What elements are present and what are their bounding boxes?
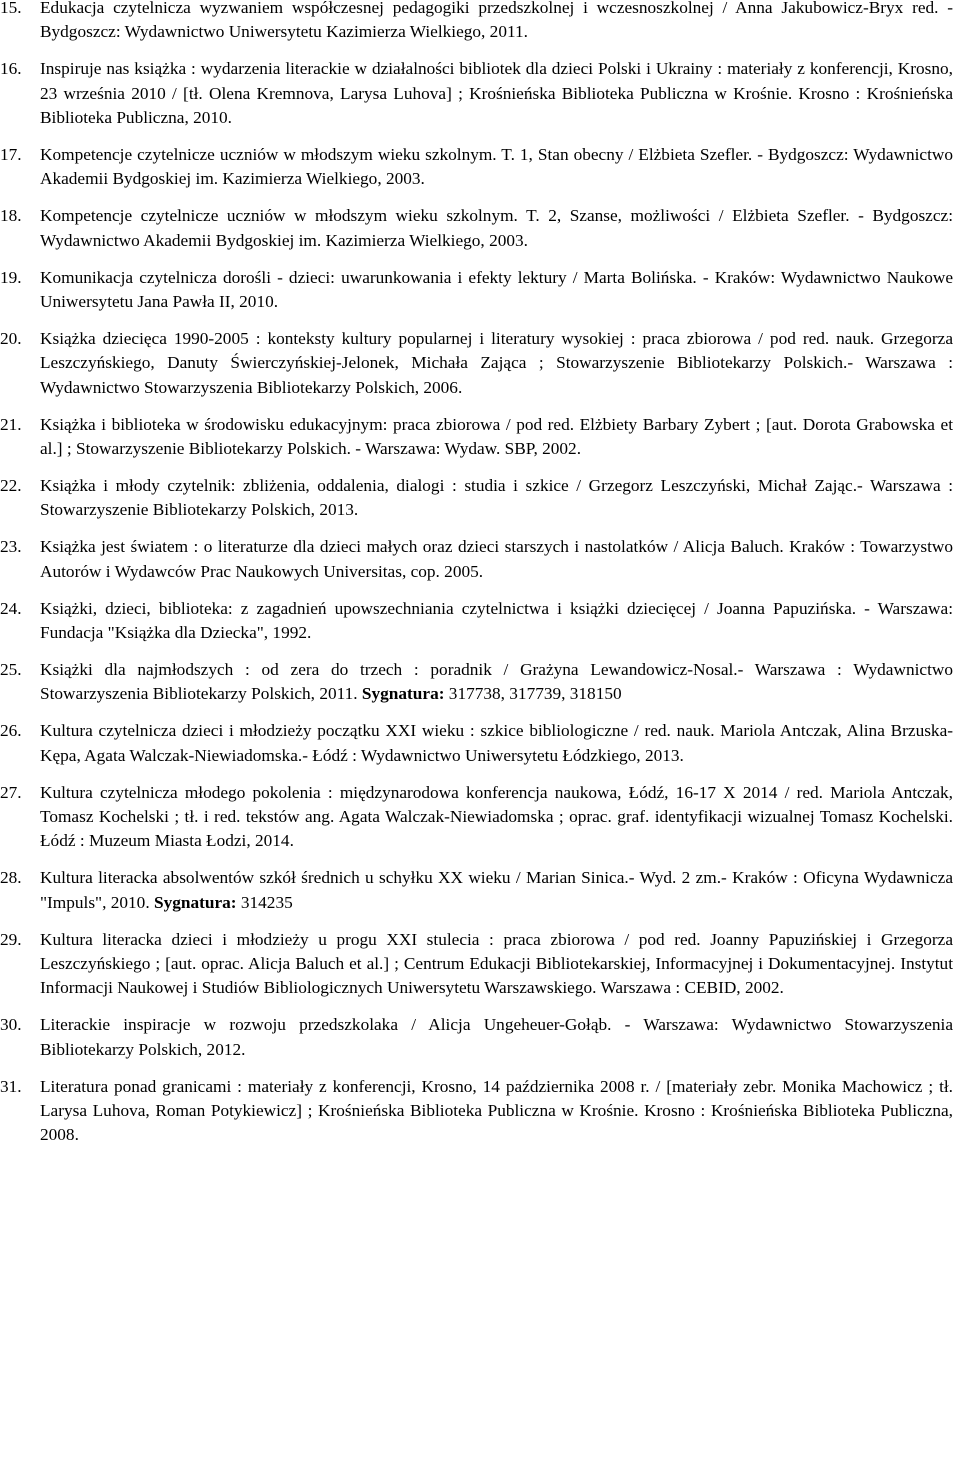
- entry-text: [40, 658, 953, 707]
- entry-citation: Kultura literacka absolwentów szkół średnich u schyłku XX wieku / Marian Sinica.- Wyd. 2 zm.- Kraków : Oficyna Wydawnicza "Impuls", 2010.: [40, 868, 953, 912]
- list-item: [0, 204, 953, 253]
- entry-number: 22.: [0, 476, 22, 495]
- entry-text: Książka jest światem : o literaturze dla dzieci małych oraz dzieci starszych i nastolatków / Alicja Baluch. Kraków : Towarzystwo Autorów i Wydawców Prac Naukowych Universitas, cop. 2005.: [40, 537, 953, 581]
- list-item: [0, 0, 953, 45]
- entry-text: Kultura czytelnicza dzieci i młodzieży początku XXI wieku : szkice bibliologiczne / red. nauk. Mariola Antczak, Alina Brzuska-Kępa, Agata Walczak-Niewiadomska.- Łódź : Wydawnictwo Uniwersytetu Łódzkiego, 2013.: [40, 721, 953, 765]
- entry-text: Literatura ponad granicami : materiały z konferencji, Krosno, 14 października 2008 r. / [materiały zebr. Monika Machowicz ; tł. Larysa Luhova, Roman Potykiewicz] ; Krośnieńska Biblioteka Publiczna w Krośnie. Krosno : Krośnieńska Biblioteka Publiczna, 2008.: [40, 1076, 953, 1145]
- list-item: [0, 474, 953, 523]
- entry-number: 19.: [0, 267, 22, 287]
- list-item: [0, 413, 953, 462]
- signature-value: 314235: [240, 892, 293, 912]
- signature-label: Sygnatura:: [153, 892, 237, 912]
- list-item: [0, 597, 953, 646]
- entry-number: 25.: [0, 659, 22, 679]
- entry-citation: Książki dla najmłodszych : od zera do trzech : poradnik / Grażyna Lewandowicz-Nosal.- Warszawa : Wydawnictwo Stowarzyszenia Bibliotekarzy Polskich, 2011.: [40, 659, 953, 704]
- entry-number: 17.: [0, 145, 22, 165]
- signature-value: 317738, 317739, 318150: [448, 684, 622, 704]
- list-item: [0, 1013, 953, 1062]
- entry-text: Kultura literacka dzieci i młodzieży u progu XXI stulecia : praca zbiorowa / pod red. Joanny Papuzińskiej i Grzegorza Leszczyńskiego ; [aut. oprac. Alicja Baluch et al.] ; Centrum Edukacji Bibliotekarskiej, Informacyjnej i Dokumentacyjnej. Instytut Informacji Naukowej i Studiów Bibliologicznych Uniwersytetu Warszawskiego. Warszawa : CEBID, 2002.: [40, 929, 953, 998]
- entry-number: 31.: [0, 1076, 22, 1096]
- entry-number: 24.: [0, 598, 22, 618]
- entry-text: Edukacja czytelnicza wyzwaniem współczesnej pedagogiki przedszkolnej i wczesnoszkolnej / Anna Jakubowicz-Bryx red. - Bydgoszcz: Wydawnictwo Uniwersytetu Kazimierza Wielkiego, 2011.: [40, 0, 953, 42]
- entry-text: Kompetencje czytelnicze uczniów w młodszym wieku szkolnym. T. 1, Stan obecny / Elżbieta Szefler. - Bydgoszcz: Wydawnictwo Akademii Bydgoskiej im. Kazimierza Wielkiego, 2003.: [40, 145, 953, 189]
- entry-text: [40, 866, 953, 915]
- list-item: [0, 143, 953, 192]
- entry-number: 30.: [0, 1015, 22, 1035]
- list-item: [0, 719, 953, 768]
- entry-text: Książka dziecięca 1990-2005 : konteksty kultury popularnej i literatury wysokiej : praca zbiorowa / pod red. nauk. Grzegorza Leszczyńskiego, Danuty Świerczyńskiej-Jelonek, Michała Zająca ; Stowarzyszenie Bibliotekarzy Polskich.- Warszawa : Wydawnictwo Stowarzyszenia Bibliotekarzy Polskich, 2006.: [40, 328, 953, 397]
- entry-text: Książka i młody czytelnik: zbliżenia, oddalenia, dialogi : studia i szkice / Grzegorz Leszczyński, Michał Zając.- Warszawa : Stowarzyszenie Bibliotekarzy Polskich, 2013.: [40, 476, 953, 520]
- entry-text: Kultura czytelnicza młodego pokolenia : międzynarodowa konferencja naukowa, Łódź, 16-17 X 2014 / red. Mariola Antczak, Tomasz Kochelski ; tł. i red. tekstów ang. Agata Walczak-Niewiadomska ; oprac. graf. identyfikacji wizualnej Tomasz Kochelski. Łódź : Muzeum Miasta Łodzi, 2014.: [40, 782, 953, 851]
- entry-number: 16.: [0, 59, 22, 79]
- list-item: [0, 928, 953, 1001]
- entry-text: Inspiruje nas książka : wydarzenia literackie w działalności bibliotek dla dzieci Polski i Ukrainy : materiały z konferencji, Krosno, 23 września 2010 / [tł. Olena Kremnova, Larysa Luhova] ; Krośnieńska Biblioteka Publiczna w Krośnie. Krosno : Krośnieńska Biblioteka Publiczna, 2010.: [40, 59, 953, 128]
- entry-number: 20.: [0, 328, 22, 348]
- entry-number: 21.: [0, 414, 22, 434]
- entry-text: Książka i biblioteka w środowisku edukacyjnym: praca zbiorowa / pod red. Elżbiety Barbary Zybert ; [aut. Dorota Grabowska et al.] ; Stowarzyszenie Bibliotekarzy Polskich. - Warszawa: Wydaw. SBP, 2002.: [40, 414, 953, 459]
- entry-number: 28.: [0, 868, 22, 888]
- entry-number: 29.: [0, 929, 22, 949]
- list-item: [0, 535, 953, 584]
- list-item: [0, 327, 953, 400]
- signature-label: Sygnatura:: [361, 684, 445, 704]
- list-item: [0, 781, 953, 854]
- list-item: [0, 866, 953, 915]
- entry-number: 23.: [0, 537, 22, 557]
- entry-text: Książki, dzieci, biblioteka: z zagadnień upowszechniania czytelnictwa i książki dziecięcej / Joanna Papuzińska. - Warszawa: Fundacja "Książka dla Dziecka", 1992.: [40, 598, 953, 643]
- list-item: [0, 658, 953, 707]
- entry-text: Kompetencje czytelnicze uczniów w młodszym wieku szkolnym. T. 2, Szanse, możliwości / Elżbieta Szefler. - Bydgoszcz: Wydawnictwo Akademii Bydgoskiej im. Kazimierza Wielkiego, 2003.: [40, 206, 953, 250]
- entry-text: Komunikacja czytelnicza dorośli - dzieci: uwarunkowania i efekty lektury / Marta Bolińska. - Kraków: Wydawnictwo Naukowe Uniwersytetu Jana Pawła II, 2010.: [40, 267, 953, 312]
- entry-text: Literackie inspiracje w rozwoju przedszkolaka / Alicja Ungeheuer-Gołąb. - Warszawa: Wydawnictwo Stowarzyszenia Bibliotekarzy Polskich, 2012.: [40, 1015, 953, 1059]
- entry-number: 26.: [0, 721, 22, 741]
- entry-number: 18.: [0, 206, 22, 226]
- list-item: [0, 266, 953, 315]
- list-item: [0, 1075, 953, 1148]
- entry-number: 15.: [0, 0, 22, 17]
- list-item: [0, 57, 953, 130]
- entry-number: 27.: [0, 782, 22, 802]
